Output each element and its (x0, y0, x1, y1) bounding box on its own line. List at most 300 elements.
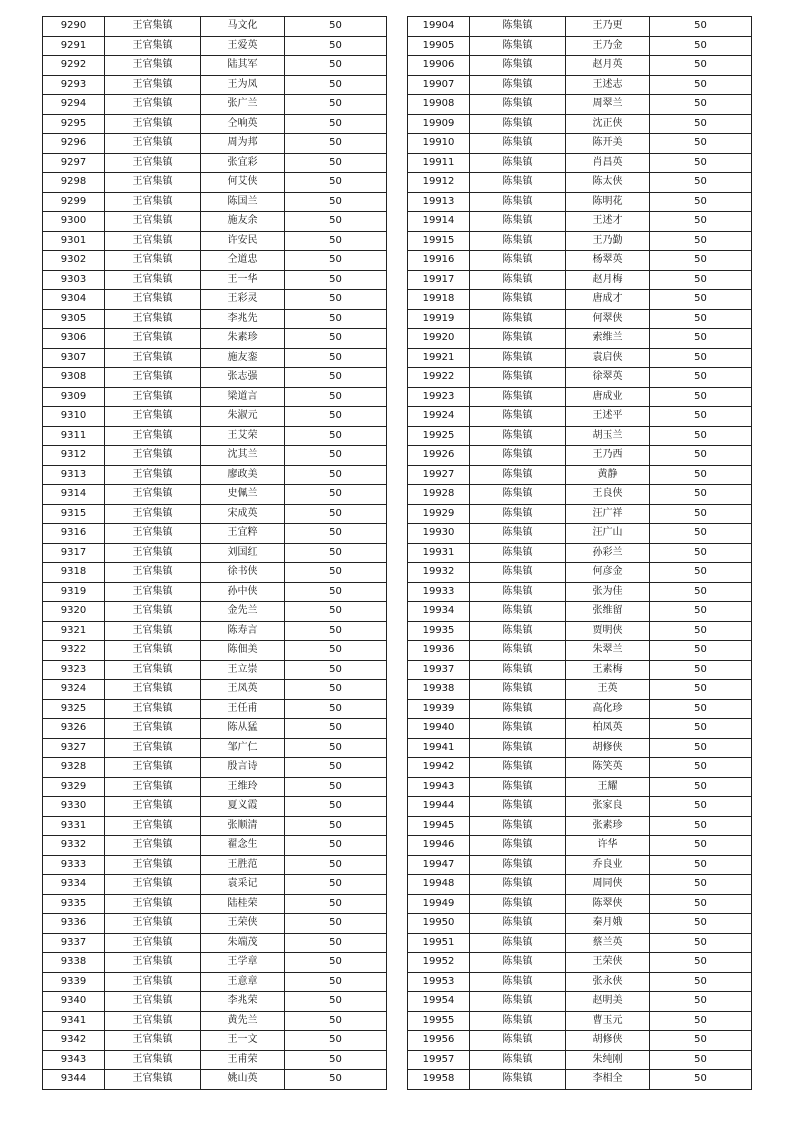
amount-cell: 50 (650, 836, 752, 856)
row-number-cell: 9300 (43, 212, 105, 232)
table-row (408, 738, 752, 758)
table-row (43, 894, 387, 914)
amount-cell: 50 (650, 114, 752, 134)
table-row (43, 1011, 387, 1031)
row-number-cell: 9314 (43, 485, 105, 505)
amount-cell: 50 (650, 446, 752, 466)
table-row (408, 173, 752, 193)
table-row (43, 699, 387, 719)
row-number-cell: 9336 (43, 914, 105, 934)
amount-cell: 50 (650, 309, 752, 329)
name-cell: 王述才 (566, 212, 650, 232)
table-row (43, 953, 387, 973)
name-cell: 陈太侠 (566, 173, 650, 193)
table-row (408, 153, 752, 173)
town-cell: 王官集镇 (105, 17, 201, 37)
amount-cell: 50 (650, 738, 752, 758)
amount-cell: 50 (285, 914, 387, 934)
amount-cell: 50 (285, 738, 387, 758)
town-cell: 王官集镇 (105, 894, 201, 914)
name-cell: 周翠兰 (566, 95, 650, 115)
amount-cell: 50 (285, 758, 387, 778)
amount-cell: 50 (285, 933, 387, 953)
row-number-cell: 19957 (408, 1050, 470, 1070)
town-cell: 王官集镇 (105, 504, 201, 524)
table-row (408, 933, 752, 953)
row-number-cell: 9323 (43, 660, 105, 680)
amount-cell: 50 (650, 992, 752, 1012)
name-cell: 王彩灵 (201, 290, 285, 310)
table-row (408, 836, 752, 856)
town-cell: 王官集镇 (105, 75, 201, 95)
name-cell: 张宜彩 (201, 153, 285, 173)
name-cell: 王甫荣 (201, 1050, 285, 1070)
right-table-body (408, 17, 752, 1090)
amount-cell: 50 (285, 1011, 387, 1031)
town-cell: 王官集镇 (105, 231, 201, 251)
amount-cell: 50 (285, 972, 387, 992)
row-number-cell: 19955 (408, 1011, 470, 1031)
table-row (408, 582, 752, 602)
name-cell: 黄先兰 (201, 1011, 285, 1031)
town-cell: 王官集镇 (105, 407, 201, 427)
name-cell: 李兆荣 (201, 992, 285, 1012)
amount-cell: 50 (285, 504, 387, 524)
left-table-body (43, 17, 387, 1090)
name-cell: 王意章 (201, 972, 285, 992)
town-cell: 陈集镇 (470, 426, 566, 446)
table-row (43, 621, 387, 641)
row-number-cell: 9330 (43, 797, 105, 817)
row-number-cell: 19906 (408, 56, 470, 76)
row-number-cell: 19936 (408, 641, 470, 661)
name-cell: 仝道忠 (201, 251, 285, 271)
row-number-cell: 19930 (408, 524, 470, 544)
amount-cell: 50 (285, 719, 387, 739)
name-cell: 陆桂荣 (201, 894, 285, 914)
amount-cell: 50 (650, 407, 752, 427)
amount-cell: 50 (285, 953, 387, 973)
table-row (408, 504, 752, 524)
row-number-cell: 9319 (43, 582, 105, 602)
row-number-cell: 19919 (408, 309, 470, 329)
table-row (43, 816, 387, 836)
table-row (43, 875, 387, 895)
row-number-cell: 19940 (408, 719, 470, 739)
row-number-cell: 9325 (43, 699, 105, 719)
row-number-cell: 9317 (43, 543, 105, 563)
amount-cell: 50 (650, 36, 752, 56)
amount-cell: 50 (650, 680, 752, 700)
amount-cell: 50 (285, 699, 387, 719)
town-cell: 王官集镇 (105, 992, 201, 1012)
table-row (43, 426, 387, 446)
row-number-cell: 19933 (408, 582, 470, 602)
name-cell: 朱端茂 (201, 933, 285, 953)
name-cell: 王一文 (201, 1031, 285, 1051)
name-cell: 廖政美 (201, 465, 285, 485)
name-cell: 陈从猛 (201, 719, 285, 739)
amount-cell: 50 (650, 95, 752, 115)
row-number-cell: 19927 (408, 465, 470, 485)
table-row (408, 56, 752, 76)
table-row (43, 855, 387, 875)
amount-cell: 50 (285, 524, 387, 544)
table-row (408, 114, 752, 134)
row-number-cell: 19928 (408, 485, 470, 505)
amount-cell: 50 (650, 582, 752, 602)
name-cell: 孙彩兰 (566, 543, 650, 563)
amount-cell: 50 (650, 621, 752, 641)
town-cell: 陈集镇 (470, 641, 566, 661)
row-number-cell: 19947 (408, 855, 470, 875)
row-number-cell: 9331 (43, 816, 105, 836)
town-cell: 王官集镇 (105, 602, 201, 622)
town-cell: 陈集镇 (470, 114, 566, 134)
amount-cell: 50 (650, 953, 752, 973)
town-cell: 王官集镇 (105, 1031, 201, 1051)
row-number-cell: 19913 (408, 192, 470, 212)
amount-cell: 50 (285, 1031, 387, 1051)
row-number-cell: 9299 (43, 192, 105, 212)
name-cell: 陈佃美 (201, 641, 285, 661)
row-number-cell: 19931 (408, 543, 470, 563)
table-row (43, 1031, 387, 1051)
amount-cell: 50 (285, 563, 387, 583)
amount-cell: 50 (650, 641, 752, 661)
name-cell: 史佩兰 (201, 485, 285, 505)
amount-cell: 50 (650, 699, 752, 719)
name-cell: 陈开美 (566, 134, 650, 154)
table-row (408, 699, 752, 719)
town-cell: 陈集镇 (470, 368, 566, 388)
name-cell: 王乃金 (566, 36, 650, 56)
table-row (408, 36, 752, 56)
table-row (43, 173, 387, 193)
town-cell: 王官集镇 (105, 1011, 201, 1031)
amount-cell: 50 (650, 75, 752, 95)
table-row (408, 524, 752, 544)
name-cell: 张广兰 (201, 95, 285, 115)
row-number-cell: 19943 (408, 777, 470, 797)
town-cell: 王官集镇 (105, 192, 201, 212)
row-number-cell: 19923 (408, 387, 470, 407)
table-row (43, 95, 387, 115)
table-row (408, 212, 752, 232)
amount-cell: 50 (650, 855, 752, 875)
row-number-cell: 19918 (408, 290, 470, 310)
town-cell: 陈集镇 (470, 855, 566, 875)
row-number-cell: 19937 (408, 660, 470, 680)
town-cell: 王官集镇 (105, 485, 201, 505)
row-number-cell: 19911 (408, 153, 470, 173)
table-row (43, 719, 387, 739)
name-cell: 李相全 (566, 1070, 650, 1090)
town-cell: 陈集镇 (470, 348, 566, 368)
town-cell: 王官集镇 (105, 543, 201, 563)
row-number-cell: 19944 (408, 797, 470, 817)
table-row (408, 1011, 752, 1031)
amount-cell: 50 (285, 485, 387, 505)
name-cell: 仝响英 (201, 114, 285, 134)
name-cell: 汪广山 (566, 524, 650, 544)
town-cell: 王官集镇 (105, 270, 201, 290)
table-row (43, 231, 387, 251)
row-number-cell: 9312 (43, 446, 105, 466)
row-number-cell: 9305 (43, 309, 105, 329)
town-cell: 陈集镇 (470, 153, 566, 173)
name-cell: 王任甫 (201, 699, 285, 719)
table-row (43, 1070, 387, 1090)
town-cell: 王官集镇 (105, 719, 201, 739)
amount-cell: 50 (650, 387, 752, 407)
name-cell: 王素梅 (566, 660, 650, 680)
town-cell: 陈集镇 (470, 387, 566, 407)
name-cell: 陈明花 (566, 192, 650, 212)
name-cell: 王学章 (201, 953, 285, 973)
table-row (43, 641, 387, 661)
table-row (408, 992, 752, 1012)
table-row (408, 972, 752, 992)
amount-cell: 50 (285, 582, 387, 602)
amount-cell: 50 (285, 1070, 387, 1090)
town-cell: 王官集镇 (105, 855, 201, 875)
row-number-cell: 19904 (408, 17, 470, 37)
table-row (408, 758, 752, 778)
row-number-cell: 9339 (43, 972, 105, 992)
town-cell: 陈集镇 (470, 836, 566, 856)
name-cell: 王宜粹 (201, 524, 285, 544)
name-cell: 王良侠 (566, 485, 650, 505)
name-cell: 肖昌英 (566, 153, 650, 173)
name-cell: 王荣侠 (201, 914, 285, 934)
row-number-cell: 19948 (408, 875, 470, 895)
row-number-cell: 9326 (43, 719, 105, 739)
table-row (43, 914, 387, 934)
town-cell: 王官集镇 (105, 914, 201, 934)
table-row (43, 504, 387, 524)
town-cell: 王官集镇 (105, 329, 201, 349)
table-row (43, 56, 387, 76)
table-row (408, 485, 752, 505)
town-cell: 陈集镇 (470, 621, 566, 641)
row-number-cell: 19912 (408, 173, 470, 193)
name-cell: 王乃更 (566, 17, 650, 37)
amount-cell: 50 (285, 270, 387, 290)
town-cell: 王官集镇 (105, 660, 201, 680)
name-cell: 王维玲 (201, 777, 285, 797)
name-cell: 张家良 (566, 797, 650, 817)
town-cell: 王官集镇 (105, 582, 201, 602)
row-number-cell: 19941 (408, 738, 470, 758)
table-row (408, 1050, 752, 1070)
town-cell: 王官集镇 (105, 699, 201, 719)
town-cell: 陈集镇 (470, 1050, 566, 1070)
row-number-cell: 19935 (408, 621, 470, 641)
table-row (408, 290, 752, 310)
table-row (43, 329, 387, 349)
town-cell: 陈集镇 (470, 972, 566, 992)
row-number-cell: 19934 (408, 602, 470, 622)
table-row (408, 251, 752, 271)
row-number-cell: 19956 (408, 1031, 470, 1051)
amount-cell: 50 (650, 17, 752, 37)
row-number-cell: 9298 (43, 173, 105, 193)
amount-cell: 50 (650, 1031, 752, 1051)
table-row (408, 407, 752, 427)
row-number-cell: 19946 (408, 836, 470, 856)
table-row (408, 1070, 752, 1090)
row-number-cell: 19920 (408, 329, 470, 349)
row-number-cell: 9295 (43, 114, 105, 134)
row-number-cell: 19958 (408, 1070, 470, 1090)
name-cell: 赵月梅 (566, 270, 650, 290)
amount-cell: 50 (650, 504, 752, 524)
name-cell: 翟念生 (201, 836, 285, 856)
amount-cell: 50 (650, 153, 752, 173)
table-row (43, 309, 387, 329)
town-cell: 陈集镇 (470, 407, 566, 427)
amount-cell: 50 (650, 1050, 752, 1070)
table-row (408, 875, 752, 895)
row-number-cell: 9301 (43, 231, 105, 251)
row-number-cell: 9306 (43, 329, 105, 349)
row-number-cell: 19939 (408, 699, 470, 719)
name-cell: 周同侠 (566, 875, 650, 895)
row-number-cell: 19945 (408, 816, 470, 836)
name-cell: 许华 (566, 836, 650, 856)
amount-cell: 50 (650, 816, 752, 836)
name-cell: 朱素珍 (201, 329, 285, 349)
name-cell: 王耀 (566, 777, 650, 797)
row-number-cell: 9293 (43, 75, 105, 95)
town-cell: 陈集镇 (470, 329, 566, 349)
table-row (408, 894, 752, 914)
town-cell: 王官集镇 (105, 36, 201, 56)
name-cell: 张顺清 (201, 816, 285, 836)
name-cell: 马文化 (201, 17, 285, 37)
row-number-cell: 19952 (408, 953, 470, 973)
amount-cell: 50 (650, 212, 752, 232)
name-cell: 徐书侠 (201, 563, 285, 583)
row-number-cell: 19915 (408, 231, 470, 251)
row-number-cell: 19954 (408, 992, 470, 1012)
table-row (408, 309, 752, 329)
name-cell: 沈其兰 (201, 446, 285, 466)
name-cell: 索维兰 (566, 329, 650, 349)
table-row (43, 933, 387, 953)
name-cell: 张永侠 (566, 972, 650, 992)
town-cell: 陈集镇 (470, 875, 566, 895)
row-number-cell: 19926 (408, 446, 470, 466)
amount-cell: 50 (285, 173, 387, 193)
table-row (408, 719, 752, 739)
amount-cell: 50 (650, 875, 752, 895)
row-number-cell: 19938 (408, 680, 470, 700)
row-number-cell: 9307 (43, 348, 105, 368)
amount-cell: 50 (285, 114, 387, 134)
town-cell: 王官集镇 (105, 875, 201, 895)
amount-cell: 50 (650, 914, 752, 934)
name-cell: 王英 (566, 680, 650, 700)
town-cell: 陈集镇 (470, 270, 566, 290)
amount-cell: 50 (285, 660, 387, 680)
amount-cell: 50 (285, 36, 387, 56)
row-number-cell: 19917 (408, 270, 470, 290)
row-number-cell: 9297 (43, 153, 105, 173)
amount-cell: 50 (285, 875, 387, 895)
row-number-cell: 9338 (43, 953, 105, 973)
table-row (408, 914, 752, 934)
name-cell: 袁采记 (201, 875, 285, 895)
name-cell: 王乃勤 (566, 231, 650, 251)
table-row (43, 582, 387, 602)
town-cell: 王官集镇 (105, 426, 201, 446)
town-cell: 王官集镇 (105, 446, 201, 466)
amount-cell: 50 (285, 446, 387, 466)
row-number-cell: 9290 (43, 17, 105, 37)
table-row (43, 251, 387, 271)
name-cell: 杨翠英 (566, 251, 650, 271)
name-cell: 乔良业 (566, 855, 650, 875)
name-cell: 唐成业 (566, 387, 650, 407)
town-cell: 陈集镇 (470, 173, 566, 193)
town-cell: 陈集镇 (470, 660, 566, 680)
town-cell: 王官集镇 (105, 972, 201, 992)
name-cell: 何艾侠 (201, 173, 285, 193)
table-row (408, 602, 752, 622)
town-cell: 王官集镇 (105, 309, 201, 329)
row-number-cell: 9303 (43, 270, 105, 290)
town-cell: 陈集镇 (470, 816, 566, 836)
town-cell: 陈集镇 (470, 758, 566, 778)
name-cell: 沈正侠 (566, 114, 650, 134)
name-cell: 周为邦 (201, 134, 285, 154)
table-row (408, 953, 752, 973)
name-cell: 朱翠兰 (566, 641, 650, 661)
amount-cell: 50 (285, 836, 387, 856)
amount-cell: 50 (285, 407, 387, 427)
amount-cell: 50 (650, 933, 752, 953)
row-number-cell: 9292 (43, 56, 105, 76)
row-number-cell: 19921 (408, 348, 470, 368)
table-row (408, 75, 752, 95)
name-cell: 陈笑英 (566, 758, 650, 778)
name-cell: 张素珍 (566, 816, 650, 836)
town-cell: 陈集镇 (470, 1011, 566, 1031)
name-cell: 何彦金 (566, 563, 650, 583)
name-cell: 赵明美 (566, 992, 650, 1012)
amount-cell: 50 (285, 465, 387, 485)
row-number-cell: 19916 (408, 251, 470, 271)
town-cell: 王官集镇 (105, 251, 201, 271)
name-cell: 王凤英 (201, 680, 285, 700)
table-row (43, 836, 387, 856)
amount-cell: 50 (650, 894, 752, 914)
table-row (43, 563, 387, 583)
town-cell: 陈集镇 (470, 465, 566, 485)
name-cell: 殷言诗 (201, 758, 285, 778)
row-number-cell: 9294 (43, 95, 105, 115)
row-number-cell: 19953 (408, 972, 470, 992)
town-cell: 陈集镇 (470, 582, 566, 602)
name-cell: 徐翠英 (566, 368, 650, 388)
amount-cell: 50 (285, 680, 387, 700)
name-cell: 王为凤 (201, 75, 285, 95)
table-row (43, 114, 387, 134)
amount-cell: 50 (650, 563, 752, 583)
amount-cell: 50 (285, 56, 387, 76)
